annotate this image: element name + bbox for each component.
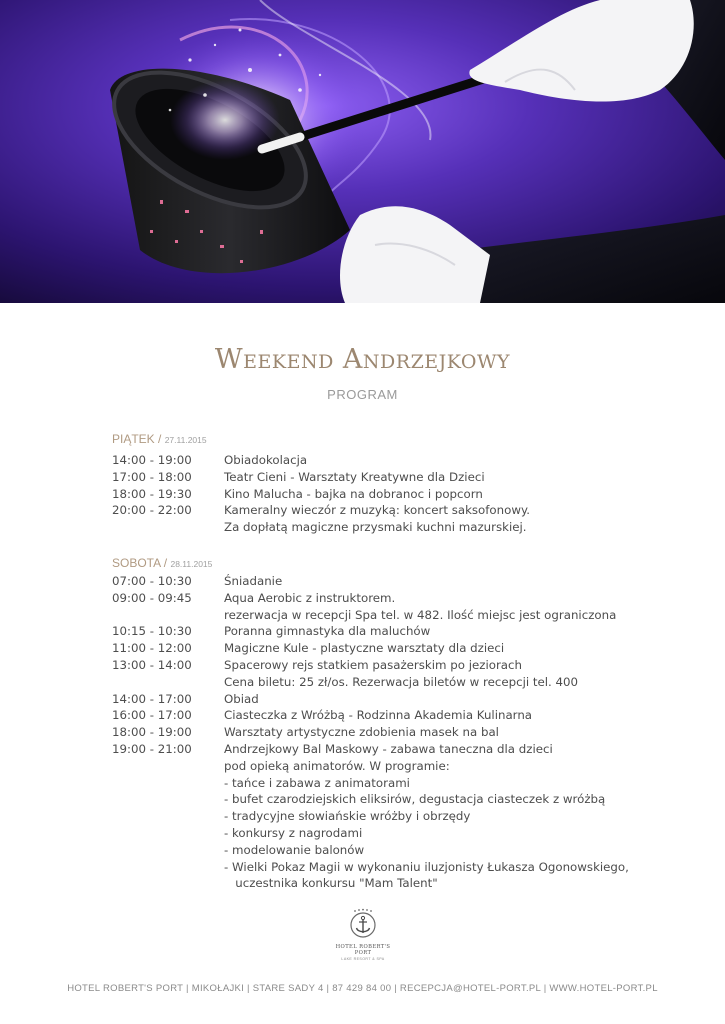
schedule-event: - tańce i zabawa z animatorami	[224, 775, 410, 790]
schedule-row	[112, 519, 672, 536]
schedule-event: rezerwacja w recepcji Spa tel. w 482. Ilość miejsc jest ograniczona	[224, 607, 617, 622]
schedule-row	[112, 741, 672, 758]
schedule-friday	[112, 452, 672, 536]
schedule-row	[112, 707, 672, 724]
schedule-time: 17:00 - 18:00	[112, 469, 192, 484]
schedule-time	[112, 607, 224, 624]
schedule-time	[112, 842, 224, 859]
schedule-time: 09:00 - 09:45	[112, 590, 192, 605]
schedule-row	[112, 640, 672, 657]
day-label: PIĄTEK /	[112, 432, 162, 446]
schedule-event: Ciasteczka z Wróżbą - Rodzinna Akademia Kulinarna	[224, 708, 533, 723]
schedule-time	[112, 825, 224, 842]
schedule-time: 19:00 - 21:00	[112, 741, 192, 756]
schedule-row	[112, 875, 672, 892]
anchor-icon	[332, 908, 394, 938]
schedule-event: uczestnika konkursu "Mam Talent"	[224, 876, 438, 891]
schedule-row	[112, 502, 672, 519]
schedule-time	[112, 791, 224, 808]
schedule-event: - bufet czarodziejskich eliksirów, degustacja ciasteczek z wróżbą	[224, 792, 606, 807]
schedule-event: Kino Malucha - bajka na dobranoc i popcorn	[224, 486, 483, 501]
day-date: 28.11.2015	[170, 559, 213, 569]
schedule-event: pod opieką animatorów. W programie:	[224, 758, 450, 773]
day-date: 27.11.2015	[164, 435, 207, 445]
schedule-event: Spacerowy rejs statkiem pasażerskim po jeziorach	[224, 657, 523, 672]
schedule-time: 16:00 - 17:00	[112, 708, 192, 723]
schedule-time: 07:00 - 10:30	[112, 574, 192, 588]
schedule-row	[112, 452, 672, 469]
schedule-row	[112, 775, 672, 792]
logo-name: HOTEL ROBERT'S PORT	[335, 944, 391, 956]
schedule-event: - konkursy z nagrodami	[224, 825, 363, 840]
schedule-row	[112, 825, 672, 842]
schedule-row	[112, 758, 672, 775]
schedule-time: 18:00 - 19:00	[112, 725, 192, 740]
day-heading-friday	[112, 432, 207, 446]
schedule-time	[112, 859, 224, 876]
schedule-event: Aqua Aerobic z instruktorem.	[224, 590, 396, 605]
page-subtitle: PROGRAM	[327, 387, 398, 402]
schedule-row	[112, 486, 672, 503]
day-heading-saturday	[112, 556, 212, 570]
schedule-event: Andrzejkowy Bal Maskowy - zabawa taneczna dla dzieci	[224, 741, 553, 756]
footer-contact: HOTEL ROBERT'S PORT | MIKOŁAJKI | STARE SADY 4 | 87 429 84 00 | RECEPCJA@HOTEL-PORT.PL | WWW.HOTEL-PORT.PL	[67, 983, 658, 994]
schedule-time: 20:00 - 22:00	[112, 503, 192, 518]
schedule-row	[112, 590, 672, 607]
hotel-logo	[332, 908, 394, 960]
schedule-event: Obiad	[224, 691, 259, 706]
schedule-time	[112, 808, 224, 825]
schedule-time	[112, 758, 224, 775]
schedule-event: Cena biletu: 25 zł/os. Rezerwacja biletów w recepcji tel. 400	[224, 674, 579, 689]
schedule-event: - modelowanie balonów	[224, 842, 365, 857]
schedule-row	[112, 657, 672, 674]
schedule-time: 14:00 - 17:00	[112, 691, 192, 706]
schedule-time	[112, 674, 224, 691]
schedule-row	[112, 623, 672, 640]
schedule-time: 18:00 - 19:30	[112, 486, 192, 501]
schedule-row	[112, 724, 672, 741]
logo-tagline: LAKE RESORT & SPA	[341, 957, 385, 961]
schedule-event: Śniadanie	[224, 574, 283, 588]
schedule-event: - Wielki Pokaz Magii w wykonaniu iluzjonisty Łukasza Ogonowskiego,	[224, 859, 629, 874]
schedule-event: Warsztaty artystyczne zdobienia masek na bal	[224, 725, 499, 740]
schedule-row	[112, 469, 672, 486]
schedule-row	[112, 607, 672, 624]
schedule-row	[112, 791, 672, 808]
schedule-time	[112, 775, 224, 792]
schedule-event: Teatr Cieni - Warsztaty Kreatywne dla Dzieci	[224, 469, 485, 484]
schedule-row	[112, 691, 672, 708]
schedule-event: Za dopłatą magiczne przysmaki kuchni mazurskiej.	[224, 520, 527, 535]
schedule-row	[112, 859, 672, 876]
schedule-time	[112, 519, 224, 536]
schedule-row	[112, 842, 672, 859]
schedule-time: 14:00 - 19:00	[112, 453, 192, 467]
schedule-saturday	[112, 573, 672, 892]
schedule-event: Obiadokolacja	[224, 453, 308, 467]
day-label: SOBOTA /	[112, 556, 168, 570]
schedule-event: Kameralny wieczór z muzyką: koncert saksofonowy.	[224, 503, 531, 518]
page-title: Weekend Andrzejkowy	[214, 344, 511, 375]
hero-image	[0, 0, 725, 303]
schedule-row	[112, 573, 672, 590]
schedule-time: 10:15 - 10:30	[112, 624, 192, 639]
schedule-row	[112, 808, 672, 825]
schedule-time: 13:00 - 14:00	[112, 657, 192, 672]
schedule-time	[112, 875, 224, 892]
schedule-event: Magiczne Kule - plastyczne warsztaty dla dzieci	[224, 641, 505, 656]
schedule-event: Poranna gimnastyka dla maluchów	[224, 624, 431, 639]
schedule-time: 11:00 - 12:00	[112, 641, 192, 656]
schedule-event: - tradycyjne słowiańskie wróżby i obrzędy	[224, 809, 471, 824]
schedule-row	[112, 674, 672, 691]
